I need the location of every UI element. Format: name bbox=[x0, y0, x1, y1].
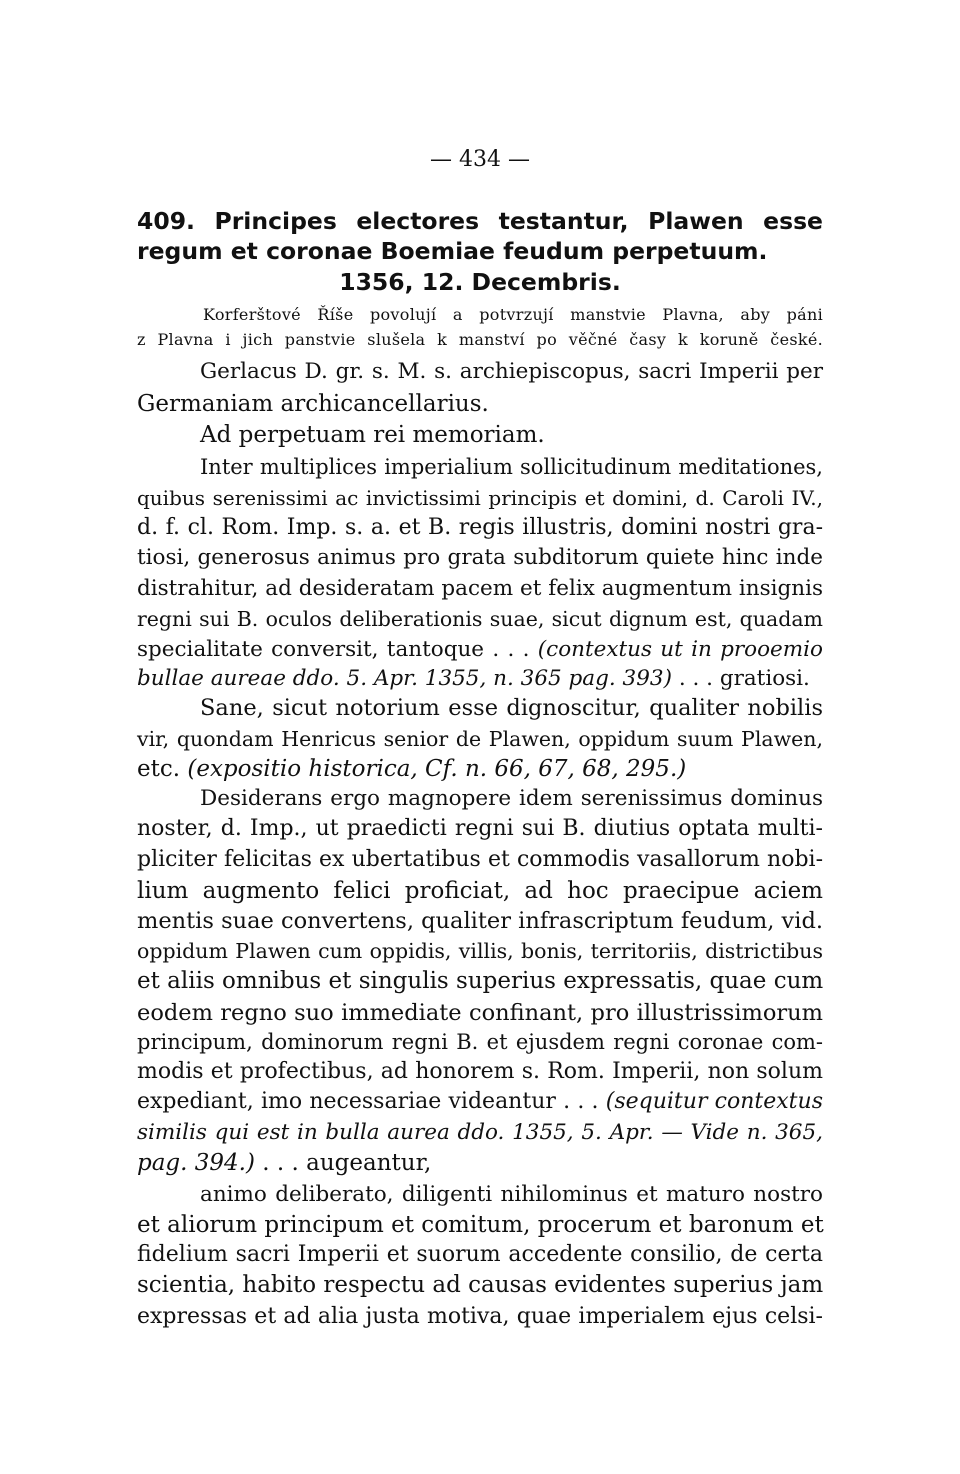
heading-date: 1356, 12. Decembris. bbox=[339, 268, 621, 296]
body-line: Gerlacus D. gr. s. M. s. archiepiscopus, sacri Imperii per bbox=[200, 359, 823, 384]
editorial-note: (expositio historica, Cf. n. 66, 67, 68, 295.) bbox=[187, 756, 687, 782]
body-line: expressas et ad alia justa motiva, quae imperialem ejus celsi- bbox=[137, 1304, 823, 1329]
body-line: modis et profectibus, ad honorem s. Rom. Imperii, non solum bbox=[137, 1059, 823, 1084]
czech-summary-line-2: z Plavna i jich panstvie slušela k manství po věčné časy k koruně české. bbox=[137, 330, 823, 349]
body-line bbox=[137, 1087, 823, 1117]
body-text: . . . augeantur, bbox=[254, 1150, 432, 1176]
body-line: Ad perpetuam rei memoriam. bbox=[200, 422, 545, 448]
body-text: specialitate conversit, tantoque . . . bbox=[137, 637, 538, 662]
body-text: etc. bbox=[137, 756, 188, 782]
body-line: et aliorum principum et comitum, procerum et baronum et bbox=[137, 1212, 824, 1238]
heading-line-1: 409. Principes electores testantur, Plawen esse bbox=[137, 207, 823, 235]
body-line: et aliis omnibus et singulis superius expressatis, quae cum bbox=[137, 968, 824, 994]
editorial-note: pag. 394.) bbox=[137, 1150, 255, 1176]
editorial-note: similis qui est in bulla aurea ddo. 1355, 5. Apr. — Vide n. 365, bbox=[137, 1120, 823, 1145]
page-number: — 434 — bbox=[430, 147, 530, 172]
body-line: noster, d. Imp., ut praedicti regni sui B. diutius optata multi- bbox=[137, 816, 823, 841]
czech-summary-line-1: Korferštové Říše povolují a potvrzují manstvie Plavna, aby páni bbox=[203, 305, 823, 324]
body-line: animo deliberato, diligenti nihilominus et maturo nostro bbox=[200, 1182, 823, 1207]
body-line bbox=[137, 754, 823, 784]
body-line: Inter multiplices imperialium sollicitudinum meditationes, bbox=[200, 455, 823, 479]
body-line: Desiderans ergo magnopere idem serenissimus dominus bbox=[200, 786, 823, 811]
editorial-note: (sequitur contextus bbox=[605, 1089, 823, 1114]
body-line: oppidum Plawen cum oppidis, villis, bonis, territoriis, districtibus bbox=[137, 939, 823, 963]
body-line: pliciter felicitas ex ubertatibus et commodis vasallorum nobi- bbox=[137, 847, 823, 872]
heading-line-2: regum et coronae Boemiae feudum perpetuum. bbox=[137, 237, 768, 265]
body-line: distrahitur, ad desideratam pacem et felix augmentum insignis bbox=[137, 576, 823, 601]
body-line: mentis suae convertens, qualiter infrascriptum feudum, vid. bbox=[137, 908, 823, 934]
editorial-note: bullae aureae ddo. 5. Apr. 1355, n. 365 pag. 393) bbox=[137, 666, 672, 691]
body-line: scientia, habito respectu ad causas evidentes superius jam bbox=[137, 1272, 824, 1298]
body-line: regni sui B. oculos deliberationis suae, sicut dignum est, quadam bbox=[137, 607, 823, 631]
body-line: principum, dominorum regni B. et ejusdem regni coronae com- bbox=[137, 1030, 823, 1054]
body-line: lium augmento felici proficiat, ad hoc praecipue aciem bbox=[137, 878, 823, 904]
body-line: Sane, sicut notorium esse dignoscitur, qualiter nobilis bbox=[200, 695, 823, 721]
body-line: Germaniam archicancellarius. bbox=[137, 391, 489, 417]
body-line: fidelium sacri Imperii et suorum accedente consilio, de certa bbox=[137, 1242, 823, 1267]
body-line: quibus serenissimi ac invictissimi principis et domini, d. Caroli IV., bbox=[137, 486, 823, 510]
body-line bbox=[137, 635, 823, 665]
body-line: d. f. cl. Rom. Imp. s. a. et B. regis illustris, domini nostri gra- bbox=[137, 515, 823, 540]
body-line: vir, quondam Henricus senior de Plawen, oppidum suum Plawen, bbox=[137, 727, 823, 751]
body-line bbox=[137, 1148, 823, 1178]
body-line bbox=[137, 1118, 823, 1148]
body-line bbox=[137, 664, 823, 694]
body-line: eodem regno suo immediate confinant, pro illustrissimorum bbox=[137, 1000, 823, 1026]
body-text: . . . gratiosi. bbox=[671, 666, 810, 691]
body-text: expediant, imo necessariae videantur . . . bbox=[137, 1089, 606, 1114]
editorial-note: (contextus ut in prooemio bbox=[537, 637, 823, 662]
body-line: tiosi, generosus animus pro grata subditorum quiete hinc inde bbox=[137, 545, 823, 570]
